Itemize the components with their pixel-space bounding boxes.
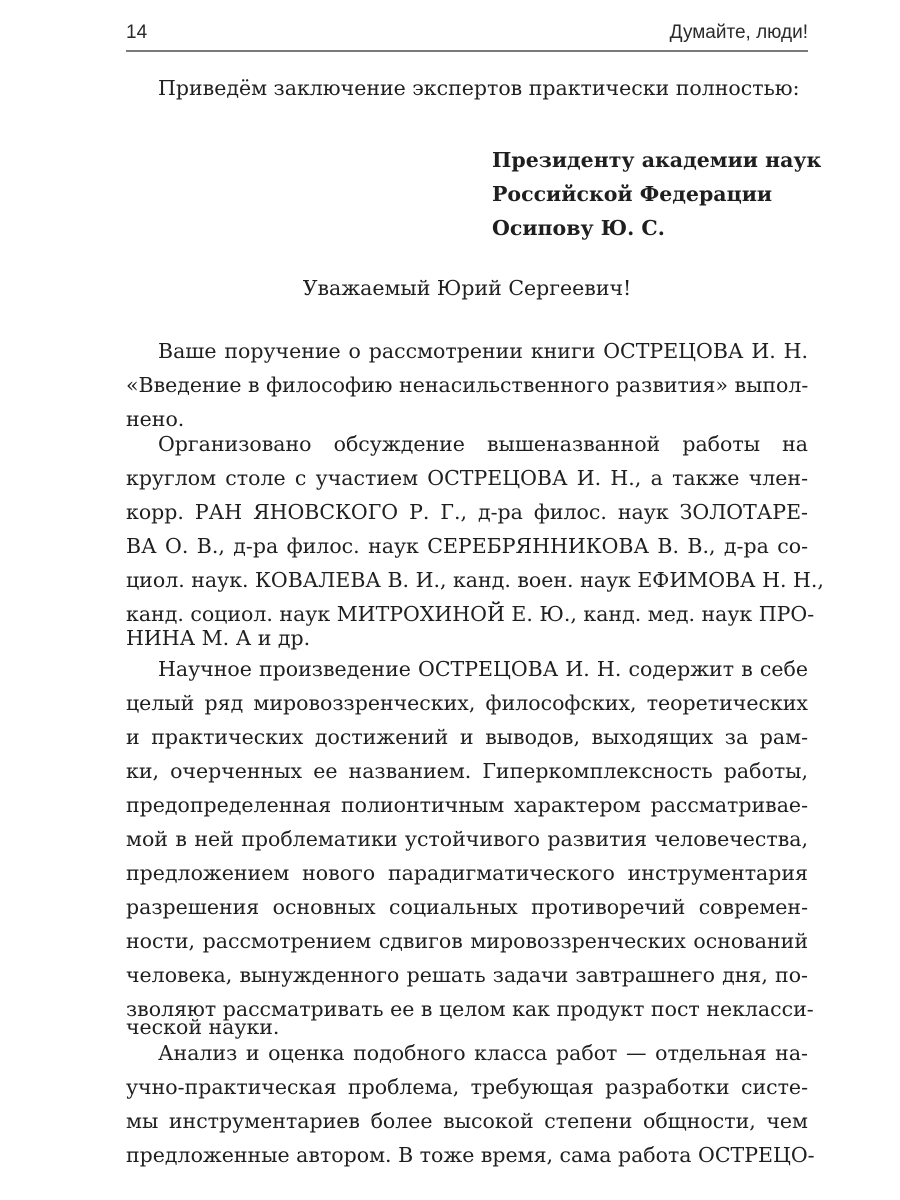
text-line: мы инструментариев более высокой степени общности, чем [126, 1109, 808, 1133]
text-line: нено. [126, 407, 185, 431]
text-line: мой в ней проблематики устойчивого развития человечества, [126, 827, 808, 851]
text-line: разрешения основных социальных противоречий современ- [126, 895, 808, 919]
text-line: Научное произведение ОСТРЕЦОВА И. Н. содержит в себе [158, 657, 808, 681]
text-line: учно-практическая проблема, требующая разработки систе- [126, 1075, 808, 1099]
text-line: Анализ и оценка подобного класса работ — отдельная на- [158, 1041, 808, 1065]
text-line: ки, очерченных ее названием. Гиперкомплексность работы, [126, 759, 808, 783]
text-line: «Введение в философию ненасильственного развития» выпол- [126, 373, 809, 397]
text-line: корр. РАН ЯНОВСКОГО Р. Г., д-ра филос. наук ЗОЛОТАРЕ- [126, 500, 808, 524]
addressee-line: Президенту академии наук [492, 148, 822, 172]
text-line: предложенные автором. В тоже время, сама работа ОСТРЕЦО- [126, 1143, 815, 1167]
text-line: круглом столе с участием ОСТРЕЦОВА И. Н., а также член- [126, 466, 808, 490]
text-line: человека, вынужденного решать задачи завтрашнего дня, по- [126, 963, 808, 987]
text-line: предложением нового парадигматического инструментария [126, 861, 808, 885]
text-line: зволяют рассматривать ее в целом как продукт пост некласси- [126, 997, 814, 1021]
text-line: ности, рассмотрением сдвигов мировоззренческих оснований [126, 929, 808, 953]
addressee-line: Осипову Ю. С. [492, 216, 665, 240]
text-line: НИНА М. А и др. [126, 626, 311, 650]
text-line: и практических достижений и выводов, выходящих за рам- [126, 725, 808, 749]
running-head [126, 16, 808, 52]
text-line: Ваше поручение о рассмотрении книги ОСТРЕЦОВА И. Н. [158, 339, 808, 363]
intro-line: Приведём заключение экспертов практически полностью: [158, 76, 800, 100]
text-line: целый ряд мировоззренческих, философских, теоретических [126, 691, 808, 715]
text-line: предопределенная полионтичным характером рассматривае- [126, 793, 808, 817]
page-number: 14 [126, 22, 148, 43]
header-rule [126, 50, 808, 52]
text-line: ВА О. В., д-ра филос. наук СЕРЕБРЯННИКОВА В. В., д-ра со- [126, 534, 808, 558]
text-line: циол. наук. КОВАЛЕВА В. И., канд. воен. наук ЕФИМОВА Н. Н., [126, 568, 824, 592]
text-line: ческой науки. [126, 1015, 280, 1039]
addressee-line: Российской Федерации [492, 182, 773, 206]
salutation: Уважаемый Юрий Сергеевич! [302, 276, 632, 300]
text-line: Организовано обсуждение вышеназванной работы на [158, 432, 808, 456]
text-line: канд. социол. наук МИТРОХИНОЙ Е. Ю., канд. мед. наук ПРО- [126, 602, 815, 626]
running-title: Думайте, люди! [669, 22, 808, 43]
